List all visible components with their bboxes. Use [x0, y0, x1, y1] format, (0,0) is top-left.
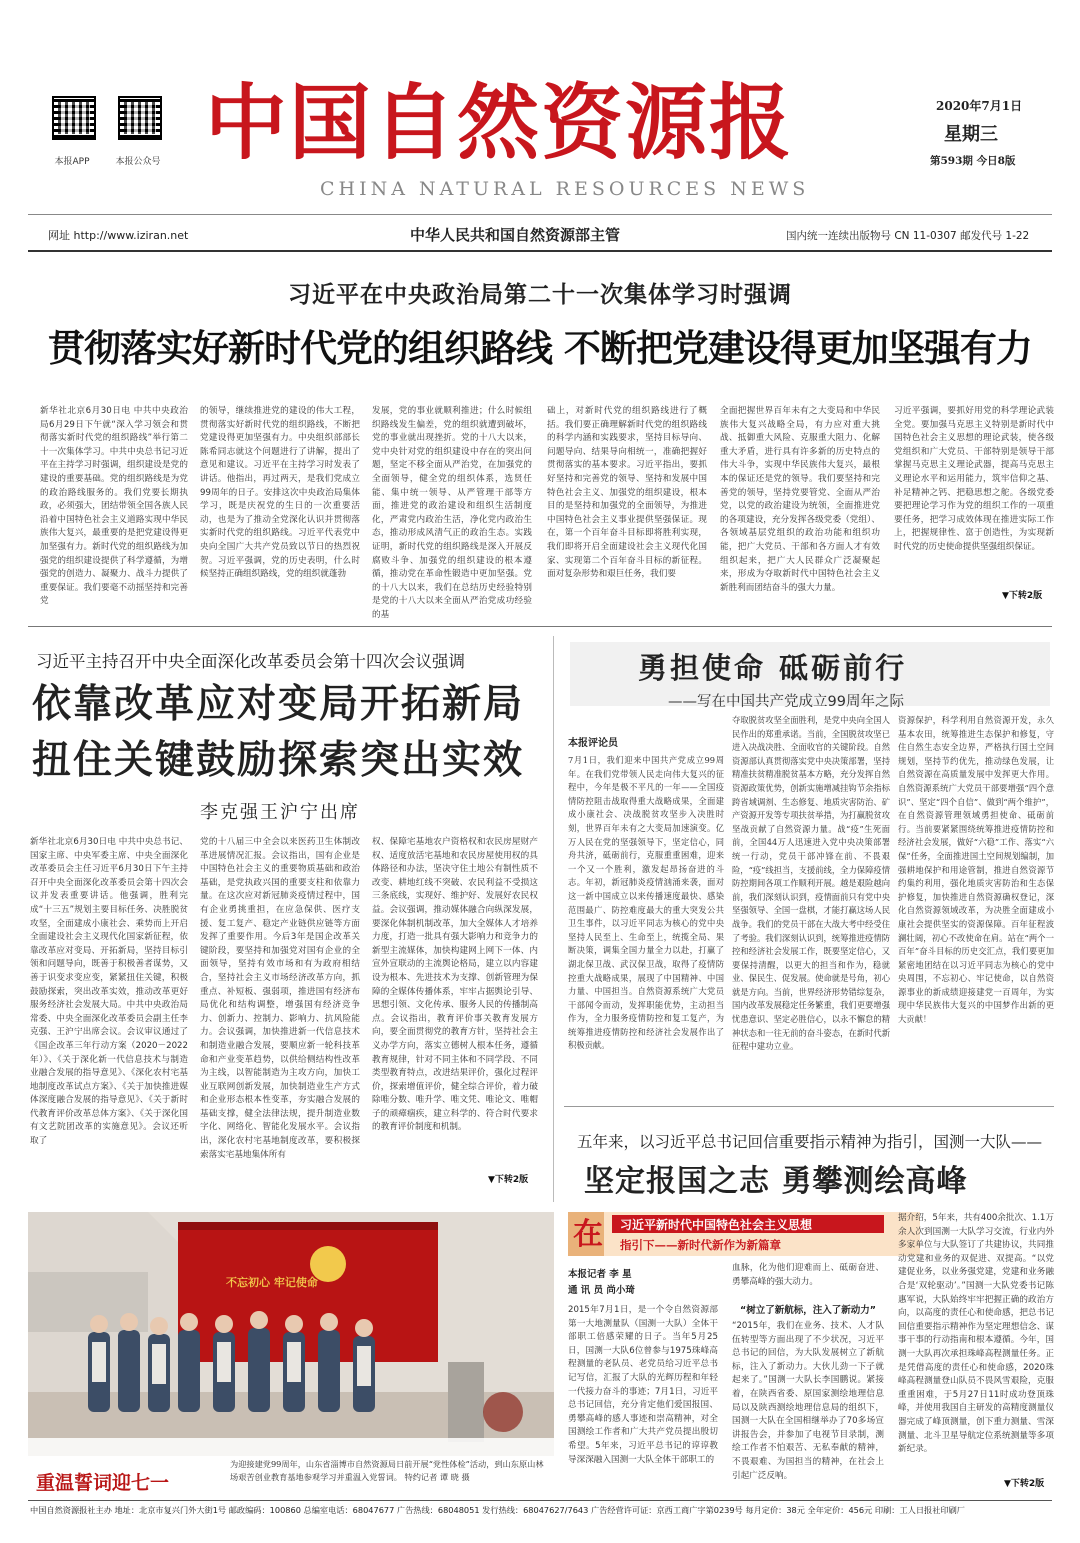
survey-column-3: 据介绍，5年来，共有400余批次、1.1万余人次到国测一大队学习交流，行业内外多家单位与大队签订了共建协议，共同推动党建和业务的双促进、双提高。“以党建促业务，以业务强党建，党建和业务融合是‘双轮驱动’。”国测一大队党委书记陈惠军说，大队始终牢牢把握正确的政治方向，以高度的责任心和使命感，把总书记回信重要指示精神作为坚定理想信念、谋事干事的行动指南和根本遵循。今年，国测一大队再次承担珠峰高程测量任务。正是凭借高度的责任心和使命感，2020珠峰高程测量登山队员不畏风雪艰险，克服重重困难，于5月27日11时成功登顶珠峰，并使用我国自主研发的高精度测量仪器完成了峰顶测量，创下重力测量、雪深测量、北斗卫星导航定位系统测量等多项新纪录。 [898, 1213, 1054, 1455]
photo-caption: 为迎接建党99周年，山东省淄博市自然资源局日前开展“党性体检”活动，到山东原山林场艰苦创业教育基地参观学习并重温入党誓词。 特约记者 谭 晓 摄 [230, 1459, 544, 1482]
wechat-qr-label: 本报公众号 [115, 157, 161, 167]
reform-headline-2[interactable]: 扭住关键鼓励探索突出实效 [32, 738, 525, 783]
lead-column-6: 习近平强调，要抓好用党的科学理论武装全党。要加强马克思主义特别是新时代中国特色社会主义思想的理论武装，使各级党组织和广大党员、干部特别是领导干部掌握马克思主义理论武器，提高马克思主义理论水平和运用能力，筑牢信仰之基、补足精神之钙、把稳思想之舵。各级党委要把理论学习作为党的组织工作的一项重要任务，把学习成效体现在推进实际工作上，把握规律性、富于创造性，为实现新时代党的历史使命提供坚强组织保证。 [894, 406, 1054, 552]
newspaper-title: 中国自然资源报 [205, 75, 794, 171]
editorial-subhead: ——写在中国共产党成立99周年之际 [668, 694, 904, 710]
series-banner-line-2: 指引下——新时代新作为新篇章 [620, 1238, 781, 1252]
lead-column-4: 础上，对新时代党的组织路线进行了概括。我们要正确理解新时代党的组织路线的科学内涵和实践要求，坚持目标导向、问题导向、结果导向相统一，准确把握好贯彻落实的基本要求。习近平指出，要抓好坚持和完善党的领导、坚持和发展中国特色社会主义、加强党的组织建设，根本目的是坚持和加强党的全面领导，为推进中国特色社会主义事业提供坚强保证。现在，第一个百年奋斗目标即将胜利实现，我们即将开启全面建设社会主义现代化国家、实现第二个百年奋斗目标的新征程。面对复杂形势和艰巨任务，我们要 [547, 406, 707, 580]
issue-number: 第593期 今日8版 [930, 155, 1016, 167]
app-qr-code[interactable] [52, 96, 96, 140]
reform-headline-1[interactable]: 依靠改革应对变局开拓新局 [32, 682, 525, 727]
sponsor-line: 中华人民共和国自然资源部主管 [410, 226, 621, 244]
lead-column-1: 新华社北京6月30日电 中共中央政治局6月29日下午就“深入学习领会和贯彻落实新时代党的组织路线”举行第二十一次集体学习。中共中央总书记习近平在主持学习时强调，组织建设是党的建设的重要基础。党的组织路线是为党的政治路线服务的。我们党要长期执政，必须强大，团结带领全国各族人民沿着中国特色社会主义道路实现中华民族伟大复兴，最重要的是把党建设得更加坚强有力。新时代党的组织路线为加强党的组织建设提供了科学遵循，为增强党的创造力、凝聚力、战斗力提供了重要保证。我们要毫不动摇坚持和完善党 [40, 406, 188, 607]
lead-column-2: 的领导，继续推进党的建设的伟大工程，贯彻落实好新时代党的组织路线，不断把党建设得更加坚强有力。中央组织部部长陈希同志就这个问题进行了讲解，提出了意见和建议。习近平在主持学习时发表了讲话。他指出，再过两天，是我们党成立99周年的日子。安排这次中央政治局集体学习，既是庆祝党的生日的一次重要活动，也是为了推动全党深化认识并贯彻落实新时代党的组织路线。习近平代表党中央向全国广大共产党员致以节日的热烈祝贺。习近平强调，党的历史表明，什么时候坚持正确组织路线，党的组织就蓬勃 [200, 406, 360, 580]
reform-column-3: 权、保障宅基地农户资格权和农民房屋财产权、适度放活宅基地和农民房屋使用权的具体路径和办法，坚决守住土地公有制性质不改变、耕地红线不突破、农民利益不受损这三条底线，实现好、维护好、发展好农民权益。会议强调，推动媒体融合向纵深发展，要深化体制机制改革，加大全媒体人才培养力度，打造一批具有强大影响力和竞争力的新型主流媒体，加快构建网上网下一体、内宣外宣联动的主流舆论格局，建立以内容建设为根本、先进技术为支撑、创新管理为保障的全媒体传播体系，牢牢占据舆论引导、思想引领、文化传承、服务人民的传播制高点。会议指出，教育评价事关教育发展方向，要全面贯彻党的教育方针，坚持社会主义办学方向，落实立德树人根本任务，遵循教育规律，针对不同主体和不同学段、不同类型教育特点，改进结果评价，强化过程评价，探索增值评价，健全综合评价，着力破除唯分数、唯升学、唯文凭、唯论文、唯帽子的顽瘴痼疾，建立科学的、符合时代要求的教育评价制度和机制。 [372, 837, 538, 1133]
wechat-qr-code[interactable] [118, 96, 162, 140]
reform-column-2: 党的十八届三中全会以来医药卫生体制改革进展情况汇报。会议指出，国有企业是中国特色社会主义的重要物质基础和政治基础，是党执政兴国的重要支柱和依靠力量。在这次应对新冠肺炎疫情过程中，国有企业勇挑重担，在应急保供、医疗支援、复工复产、稳定产业链供应链等方面发挥了重要作用。今后3年是国企改革关键阶段，要坚持和加强党对国有企业的全面领导，坚持有效市场和有为政府相结合，坚持社会主义市场经济改革方向，抓重点、补短板、强弱项，推进国有经济布局优化和结构调整，增强国有经济竞争力、创新力、控制力、影响力、抗风险能力。会议强调，加快推进新一代信息技术和制造业融合发展，要顺应新一轮科技革命和产业变革趋势，以供给侧结构性改革为主线，以智能制造为主攻方向，加快工业互联网创新发展，加快制造业生产方式和企业形态根本性变革，夯实融合发展的基础支撑，健全法律法规，提升制造业数字化、网络化、智能化发展水平。会议指出，深化农村宅基地制度改革，要积极探索落实宅基地集体所有 [200, 837, 360, 1160]
app-qr-label: 本报APP [54, 157, 90, 167]
editorial-headline[interactable]: 勇担使命 砥砺前行 [638, 651, 908, 685]
issue-date: 2020年7月1日 [936, 99, 1023, 113]
reform-continued[interactable]: ▼下转2版 [488, 1175, 529, 1185]
survey-byline-2: 通 讯 员 尚小琦 [568, 1285, 635, 1296]
lead-headline[interactable]: 贯彻落实好新时代党的组织路线 不断把党建设得更加坚强有力 [48, 327, 1032, 370]
newspaper-title-en: CHINA NATURAL RESOURCES NEWS [320, 178, 810, 200]
series-banner-line-1: 习近平新时代中国特色社会主义思想 [620, 1218, 813, 1232]
reform-column-1: 新华社北京6月30日电 中共中央总书记、国家主席、中央军委主席、中央全面深化改革委员会主任习近平6月30日下午主持召开中央全面深化改革委员会第十四次会议并发表重要讲话。他强调，胜利完成“十三五”规划主要目标任务、决胜脱贫攻坚，全面建成小康社会、乘势而上开启全面建设社会主义现代化国家新征程，依靠改革应对变局、开拓新局，坚持目标引领和问题导向，既善于积极善者谋势，又善于识变求变应变，紧紧扭住关键，积极鼓励探索，突出改革实效，推动改革更好服务经济社会发展大局。中共中央政治局常委、中央全面深化改革委员会副主任李克强、王沪宁出席会议。会议审议通过了《国企改革三年行动方案（2020－2022年）》、《关于深化新一代信息技术与制造业融合发展的指导意见》、《深化农村宅基地制度改革试点方案》、《关于加快推进媒体深度融合发展的指导意见》、《关于新时代教育评价改革总体方案》、《关于深化国有文艺院团改革的实施意见》。会议还听取了 [30, 837, 188, 1147]
news-photo[interactable] [28, 1212, 554, 1456]
issue-weekday: 星期三 [944, 124, 998, 145]
reform-kicker: 习近平主持召开中央全面深化改革委员会第十四次会议强调 [36, 652, 465, 671]
survey-kicker: 五年来，以习近平总书记回信重要指示精神为指引，国测一大队—— [577, 1133, 1043, 1151]
editorial-column-2: 夺取脱贫攻坚全面胜利，是党中央向全国人民作出的郑重承诺。当前，全国脱贫攻坚已进入决战决胜、全面收官的关键阶段。自然资源部认真贯彻落实党中央决策部署，坚持精准扶贫精准脱贫基本方略，充分发挥自然资源政策优势，创新实施增减挂钩节余指标跨省域调剂、生态修复、地质灾害防治、矿产资源开发等专项扶贫举措，为打赢脱贫攻坚战贡献了自然资源力量。战“疫”生死面前，全国44万人迅速进入党中央决策部署统一行动，党员干部冲锋在前、不畏艰险，“疫”线担当，支援前线，全力保障疫情防控期间各项工作顺利开展。越是艰险越向前，我们深刻认识到，疫情面前只有党中央坚强领导、全国一盘棋，才能打赢这场人民战争。我们的党员干部在大战大考中经受住了考验。我们深刻认识到，统筹推进疫情防控和经济社会发展工作，既要坚定信心，又要保持清醒，以更大的担当和作为，稳就业、保民生、促发展。使命就是号角，初心就是方向。当前，世界经济形势错综复杂，国内改革发展稳定任务繁重，我们更要增强忧患意识、坚定必胜信心，以永不懈怠的精神状态和一往无前的奋斗姿态，在新时代新征程中建功立业。 [732, 715, 890, 1052]
survey-headline[interactable]: 坚定报国之志 勇攀测绘高峰 [584, 1164, 968, 1199]
survey-subheading: “树立了新航标，注入了新动力” [740, 1305, 876, 1316]
lead-column-5: 全面把握世界百年未有之大变局和中华民族伟大复兴战略全局，有力应对重大挑战、抵御重大风险、克服重大阻力、化解重大矛盾，进行具有许多新的历史特点的伟大斗争，实现中华民族伟大复兴，最根本的保证还是党的领导。我们要坚持和完善党的领导，坚持党要管党、全面从严治党，以党的政治建设为统领，全面推进党的各项建设，充分发挥各级党委（党组）、各领域基层党组织的政治功能和组织功能，把广大党员、干部和各方面人才有效组织起来，把广大人民群众广泛凝聚起来，形成为夺取新时代中国特色社会主义新胜利而团结奋斗的强大力量。 [720, 406, 880, 593]
survey-byline-1: 本报记者 李 星 [568, 1269, 632, 1280]
editorial-column-3: 资源保护，科学利用自然资源开发，永久基本农田，统筹推进生态保护和修复，守住自然生态安全边界，严格执行国土空间规划，坚持节约优先，推动绿色发展，让自然资源在高质量发展中发挥更大作用。自然资源系统广大党员干部要增强“四个意识”、坚定“四个自信”、做到“两个维护”，在自然资源管理领域勇担使命、砥砺前行。当前要紧紧围绕统筹推进疫情防控和经济社会发展，做好“六稳”工作、落实“六保”任务，全面推进国土空间规划编制，加强耕地保护和用途管制，推进自然资源节约集约利用，强化地质灾害防治和生态保护修复，加快推进自然资源确权登记，深化自然资源领域改革，为决胜全面建成小康社会提供坚实的资源保障。百年征程波澜壮阔，初心不改使命在肩。站在“两个一百年”奋斗目标的历史交汇点，我们要更加紧密地团结在以习近平同志为核心的党中央周围，不忘初心、牢记使命，以自然资源事业的新成绩迎接建党一百周年，为实现中华民族伟大复兴的中国梦作出新的更大贡献！ [898, 715, 1054, 1025]
lead-continued[interactable]: ▼下转2版 [1002, 591, 1043, 601]
photo-illustration [28, 1212, 554, 1456]
survey-column-1: 2015年7月1日，是一个令自然资源部第一大地测量队（国测一大队）全体干部职工倍感荣耀的日子。当年5月25日，国测一大队6位曾参与1975珠峰高程测量的老队员、老党员给习近平总书记写信，汇报了大队的光辉历程和年轻一代接力奋斗的事迹；7月1日，习近平总书记回信，充分肯定他们爱国报国、勇攀高峰的感人事迹和崇高精神，对全国测绘工作者和广大共产党员提出殷切希望。5年来，习近平总书记的谆谆教导深深融入国测一大队全体干部职工的 [568, 1305, 718, 1465]
survey-column-2: 血脉，化为他们迎难而上、砥砺奋进、勇攀高峰的强大动力。 [732, 1263, 884, 1287]
survey-continued[interactable]: ▼下转2版 [1004, 1479, 1045, 1489]
reform-subhead: 李克强王沪宁出席 [200, 802, 360, 823]
lead-column-3: 发展，党的事业就顺利推进；什么时候组织路线发生偏差，党的组织就遭到破坏，党的事业就出现挫折。党的十八大以来，党中央针对党的组织建设中存在的突出问题，坚定不移全面从严治党，在加强党的全面领导，健全党的组织体系，选贤任能、集中统一领导、从严管理干部等方面，推进党的政治建设和组织生活制度化，严肃党内政治生活，净化党内政治生态，推动形成风清气正的政治生态。实践证明，新时代党的组织路线是深入开展反腐败斗争、加强党的组织建设的根本遵循，推动党在革命性锻造中更加坚强。党的十八大以来，我们在总结历史经验特别是党的十八大以来全面从严治党成功经验的基 [372, 406, 532, 620]
photo-wall-text: 不忘初心 牢记使命 [226, 1276, 318, 1289]
survey-column-2b: “2015年，我们在业务、技术、人才队伍转型等方面出现了不少状况，习近平总书记的回信，为大队发展树立了新航标，注入了新动力。大伙儿劲一下子就起来了。”国测一大队长李国鹏说。紧接着，在陕西省委、原国家测绘地理信息局以及陕西测绘地理信息局的组织下，国测一大队在全国相继举办了70多场宣讲报告会，并参加了电视节目录制，测绘工作者不怕艰苦、无私奉献的精神，不畏艰难、为国担当的精神，在社会上引起广泛反响。 [732, 1321, 884, 1481]
photo-caption-title: 重温誓词迎七一 [36, 1472, 170, 1494]
series-banner-zai: 在 [573, 1217, 603, 1252]
footer-info: 中国自然资源报社主办 地址：北京市复兴门外大街1号 邮政编码：100860 总编室电话：68047677 广告热线：68048051 发行热线：68047627/7643 广告经营许可证：京西工商广字第0239号 每月定价：38元 全年定价：456元 印刷：工人日报社印刷厂 [30, 1505, 965, 1515]
website-url[interactable]: 网址 http://www.iziran.net [48, 229, 189, 242]
lead-kicker: 习近平在中央政治局第二十一次集体学习时强调 [288, 282, 792, 308]
editorial-byline: 本报评论员 [568, 738, 618, 749]
publication-number: 国内统一连续出版物号 CN 11-0307 邮发代号 1-22 [786, 230, 1030, 242]
editorial-column-1: 7月1日，我们迎来中国共产党成立99周年。在我们党带领人民走向伟大复兴的征程中，今年是极不平凡的一年——全国疫情防控阻击战取得重大战略成果，全面建成小康社会、决战脱贫攻坚步入决胜时刻，世界百年未有之大变局加速演变。亿万人民在党的坚强领导下，坚定信心，同舟共济，砥砺前行，克服重重困难，迎来一个又一个胜利，激发起昂扬奋进的斗志。年初，新冠肺炎疫情汹涌来袭，面对这一新中国成立以来传播速度最快、感染范围最广、防控难度最大的重大突发公共卫生事件，以习近平同志为核心的党中央坚持人民至上、生命至上，统揽全局、果断决策，调集全国力量全力以赴，打赢了湖北保卫战、武汉保卫战，取得了疫情防控重大战略成果，展现了中国精神、中国力量、中国担当。自然资源系统广大党员干部闻令而动，发挥职能优势，主动担当作为，全力服务疫情防控和复工复产，为统筹推进疫情防控和经济社会发展作出了积极贡献。 [568, 755, 724, 1051]
